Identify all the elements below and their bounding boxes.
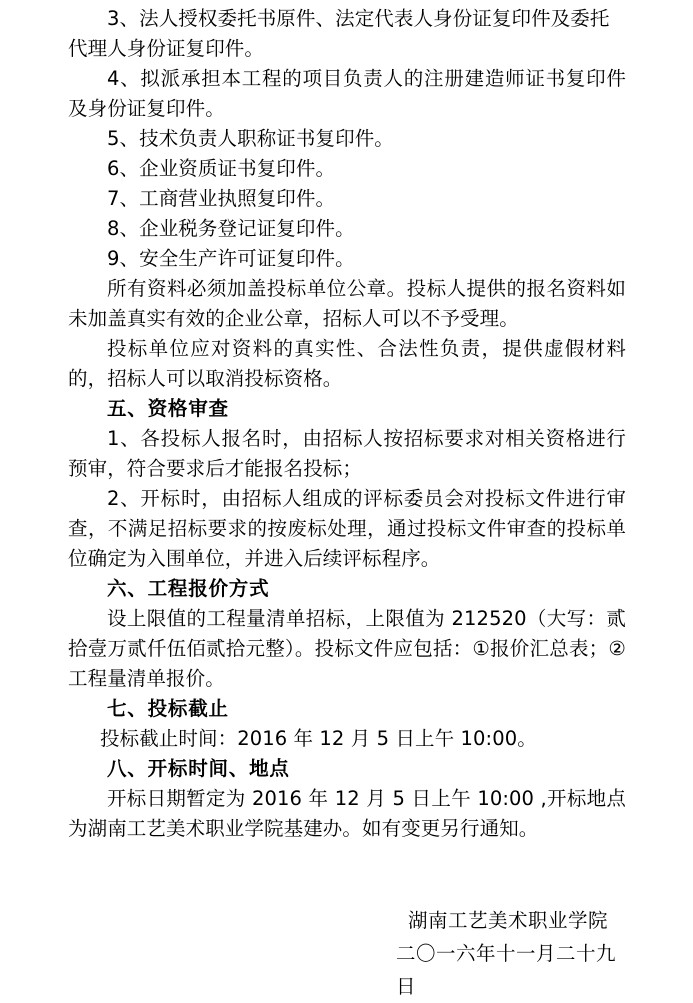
section-heading-six: 六、工程报价方式 <box>107 577 270 600</box>
section-heading-five: 五、资格审查 <box>107 397 229 420</box>
signature-organization: 湖南工艺美术职业学院 <box>408 909 609 932</box>
list-item-5: 5、技术负责人职称证书复印件。 <box>107 127 394 150</box>
paragraph-seal-requirement: 所有资料必须加盖投标单位公章。投标人提供的报名资料如未加盖真实有效的企业公章，招标人可以不予受理。 <box>68 277 626 330</box>
section-eight-body: 开标日期暂定为 2016 年 12 月 5 日上午 10:00 ,开标地点为湖南工艺美术职业学院基建办。如有变更另行通知。 <box>68 787 626 840</box>
list-item-4: 4、拟派承担本工程的项目负责人的注册建造师证书复印件及身份证复印件。 <box>68 67 626 120</box>
signature-spacer <box>68 844 626 904</box>
signature-date: 二〇一六年十一月二十九日 <box>396 942 617 998</box>
list-item-3: 3、法人授权委托书原件、法定代表人身份证复印件及委托代理人身份证复印件。 <box>68 7 610 60</box>
list-item-7: 7、工商营业执照复印件。 <box>107 187 336 210</box>
list-item-9: 9、安全生产许可证复印件。 <box>107 247 355 270</box>
section-five-item-2: 2、开标时，由招标人组成的评标委员会对投标文件进行审查，不满足招标要求的按废标处理，通过投标文件审查的投标单位确定为入围单位，并进入后续评标程序。 <box>68 487 626 570</box>
section-heading-seven: 七、投标截止 <box>107 697 229 720</box>
section-five-item-1: 1、各投标人报名时，由招标人按招标要求对相关资格进行预审，符合要求后才能报名投标； <box>68 427 626 480</box>
section-seven-body: 投标截止时间：2016 年 12 月 5 日上午 10:00。 <box>100 727 537 750</box>
paragraph-authenticity-responsibility: 投标单位应对资料的真实性、合法性负责，提供虚假材料的，招标人可以取消投标资格。 <box>68 337 626 390</box>
section-six-body: 设上限值的工程量清单招标，上限值为 212520（大写：贰拾壹万贰仟伍佰贰拾元整）。投标文件应包括：①报价汇总表；②工程量清单报价。 <box>68 607 626 690</box>
list-item-8: 8、企业税务登记证复印件。 <box>107 217 355 240</box>
document-body <box>68 4 626 1003</box>
list-item-6: 6、企业资质证书复印件。 <box>107 157 336 180</box>
signature-block <box>68 904 626 1003</box>
section-heading-eight: 八、开标时间、地点 <box>107 757 290 780</box>
